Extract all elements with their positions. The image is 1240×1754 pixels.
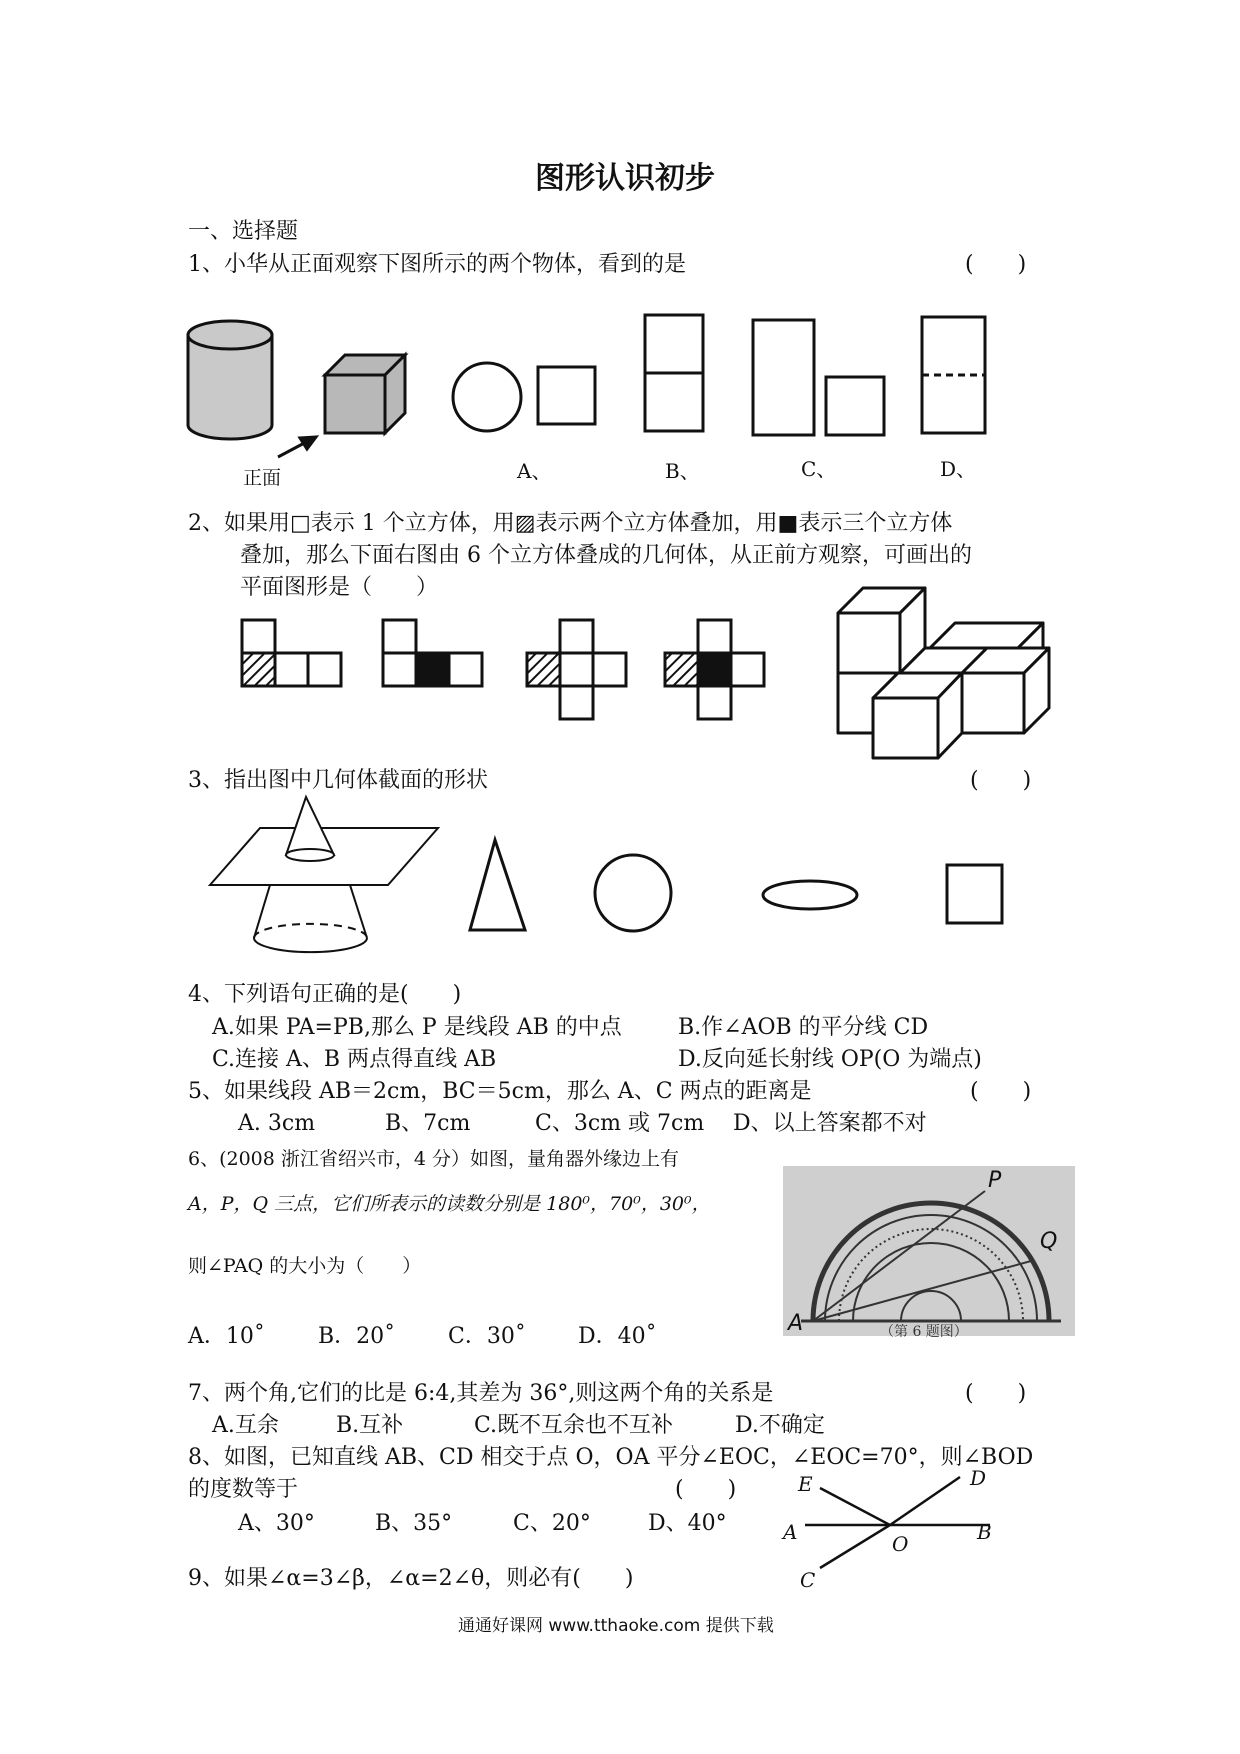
q6-line-2: A，P，Q 三点，它们所表示的读数分别是 180⁰，70⁰，30⁰， (188, 1193, 711, 1215)
page-footer: 通通好课网 www.tthaoke.com 提供下载 (458, 1616, 774, 1636)
q4-option-a: A.如果 PA=PB,那么 P 是线段 AB 的中点 (212, 1015, 622, 1040)
q8-label-a: A (783, 1520, 798, 1544)
page-title: 图形认识初步 (535, 161, 715, 196)
q8-option-b: B、35° (375, 1511, 453, 1536)
q8-label-o: O (892, 1532, 909, 1556)
protractor-label-a: A (788, 1311, 804, 1336)
q6-option-a: A．10˚ (188, 1324, 265, 1349)
q5-option-d: D、以上答案都不对 (733, 1111, 927, 1136)
q1-option-d-label: D、 (940, 457, 977, 481)
q6-line-3: 则∠PAQ 的大小为（ ） (188, 1255, 422, 1277)
q8-label-b: B (977, 1520, 992, 1544)
q7-option-d: D.不确定 (735, 1413, 825, 1438)
q7-text: 7、两个角,它们的比是 6:4,其差为 36°,则这两个角的关系是 (188, 1381, 774, 1406)
q5-answer-paren: ( ) (970, 1079, 1032, 1104)
q8-answer-paren: ( ) (675, 1477, 737, 1502)
protractor-label-p: P (988, 1168, 1002, 1193)
q2-line-2: 叠加，那么下面右图由 6 个立方体叠成的几何体，从正前方观察，可画出的 (240, 543, 972, 568)
q9-text: 9、如果∠α=3∠β，∠α=2∠θ，则必有( ) (188, 1566, 634, 1591)
q6-option-c: C．30˚ (448, 1324, 526, 1349)
q6-line-1: 6、(2008 浙江省绍兴市，4 分）如图，量角器外缘边上有 (188, 1148, 680, 1170)
q1-text: 1、小华从正面观察下图所示的两个物体，看到的是 (188, 252, 686, 277)
q3-text: 3、指出图中几何体截面的形状 (188, 768, 488, 793)
protractor-label-q: Q (1040, 1229, 1058, 1254)
protractor-caption: （第 6 题图） (880, 1324, 968, 1340)
q1-option-a-label: A、 (517, 459, 552, 483)
q2-line-3: 平面图形是（ ） (240, 575, 439, 600)
q5-option-c: C、3cm 或 7cm (535, 1111, 705, 1136)
q1-answer-paren: ( ) (965, 252, 1027, 277)
q5-option-a: A. 3cm (238, 1111, 316, 1136)
q7-option-b: B.互补 (336, 1413, 404, 1438)
q7-option-c: C.既不互余也不互补 (474, 1413, 674, 1438)
q4-option-d: D.反向延长射线 OP(O 为端点) (678, 1047, 982, 1072)
section-heading: 一、选择题 (188, 219, 299, 244)
q8-option-c: C、20° (513, 1511, 591, 1536)
q2-line-1: 2、如果用□表示 1 个立方体，用▨表示两个立方体叠加，用■表示三个立方体 (188, 511, 953, 536)
q1-option-c-label: C、 (801, 457, 837, 481)
q8-line-1: 8、如图，已知直线 AB、CD 相交于点 O，OA 平分∠EOC，∠EOC=70°，则∠BOD (188, 1445, 1034, 1470)
q8-option-d: D、40° (648, 1511, 727, 1536)
q4-option-b: B.作∠AOB 的平分线 CD (678, 1015, 929, 1040)
q8-line-2: 的度数等于 (188, 1477, 299, 1502)
q6-option-d: D．40˚ (578, 1324, 657, 1349)
q7-answer-paren: ( ) (965, 1381, 1027, 1406)
q1-option-b-label: B、 (665, 459, 700, 483)
q8-label-c: C (800, 1568, 816, 1592)
q3-answer-paren: ( ) (970, 768, 1032, 793)
q5-option-b: B、7cm (385, 1111, 471, 1136)
q8-option-a: A、30° (238, 1511, 315, 1536)
q8-label-d: D (970, 1466, 987, 1490)
q4-text: 4、下列语句正确的是( ) (188, 982, 462, 1007)
front-label: 正面 (243, 467, 282, 489)
q8-label-e: E (798, 1472, 813, 1496)
q6-option-b: B．20˚ (318, 1324, 396, 1349)
q4-option-c: C.连接 A、B 两点得直线 AB (212, 1047, 497, 1072)
q7-option-a: A.互余 (212, 1413, 279, 1438)
q5-text: 5、如果线段 AB＝2cm，BC＝5cm，那么 A、C 两点的距离是 (188, 1079, 812, 1104)
